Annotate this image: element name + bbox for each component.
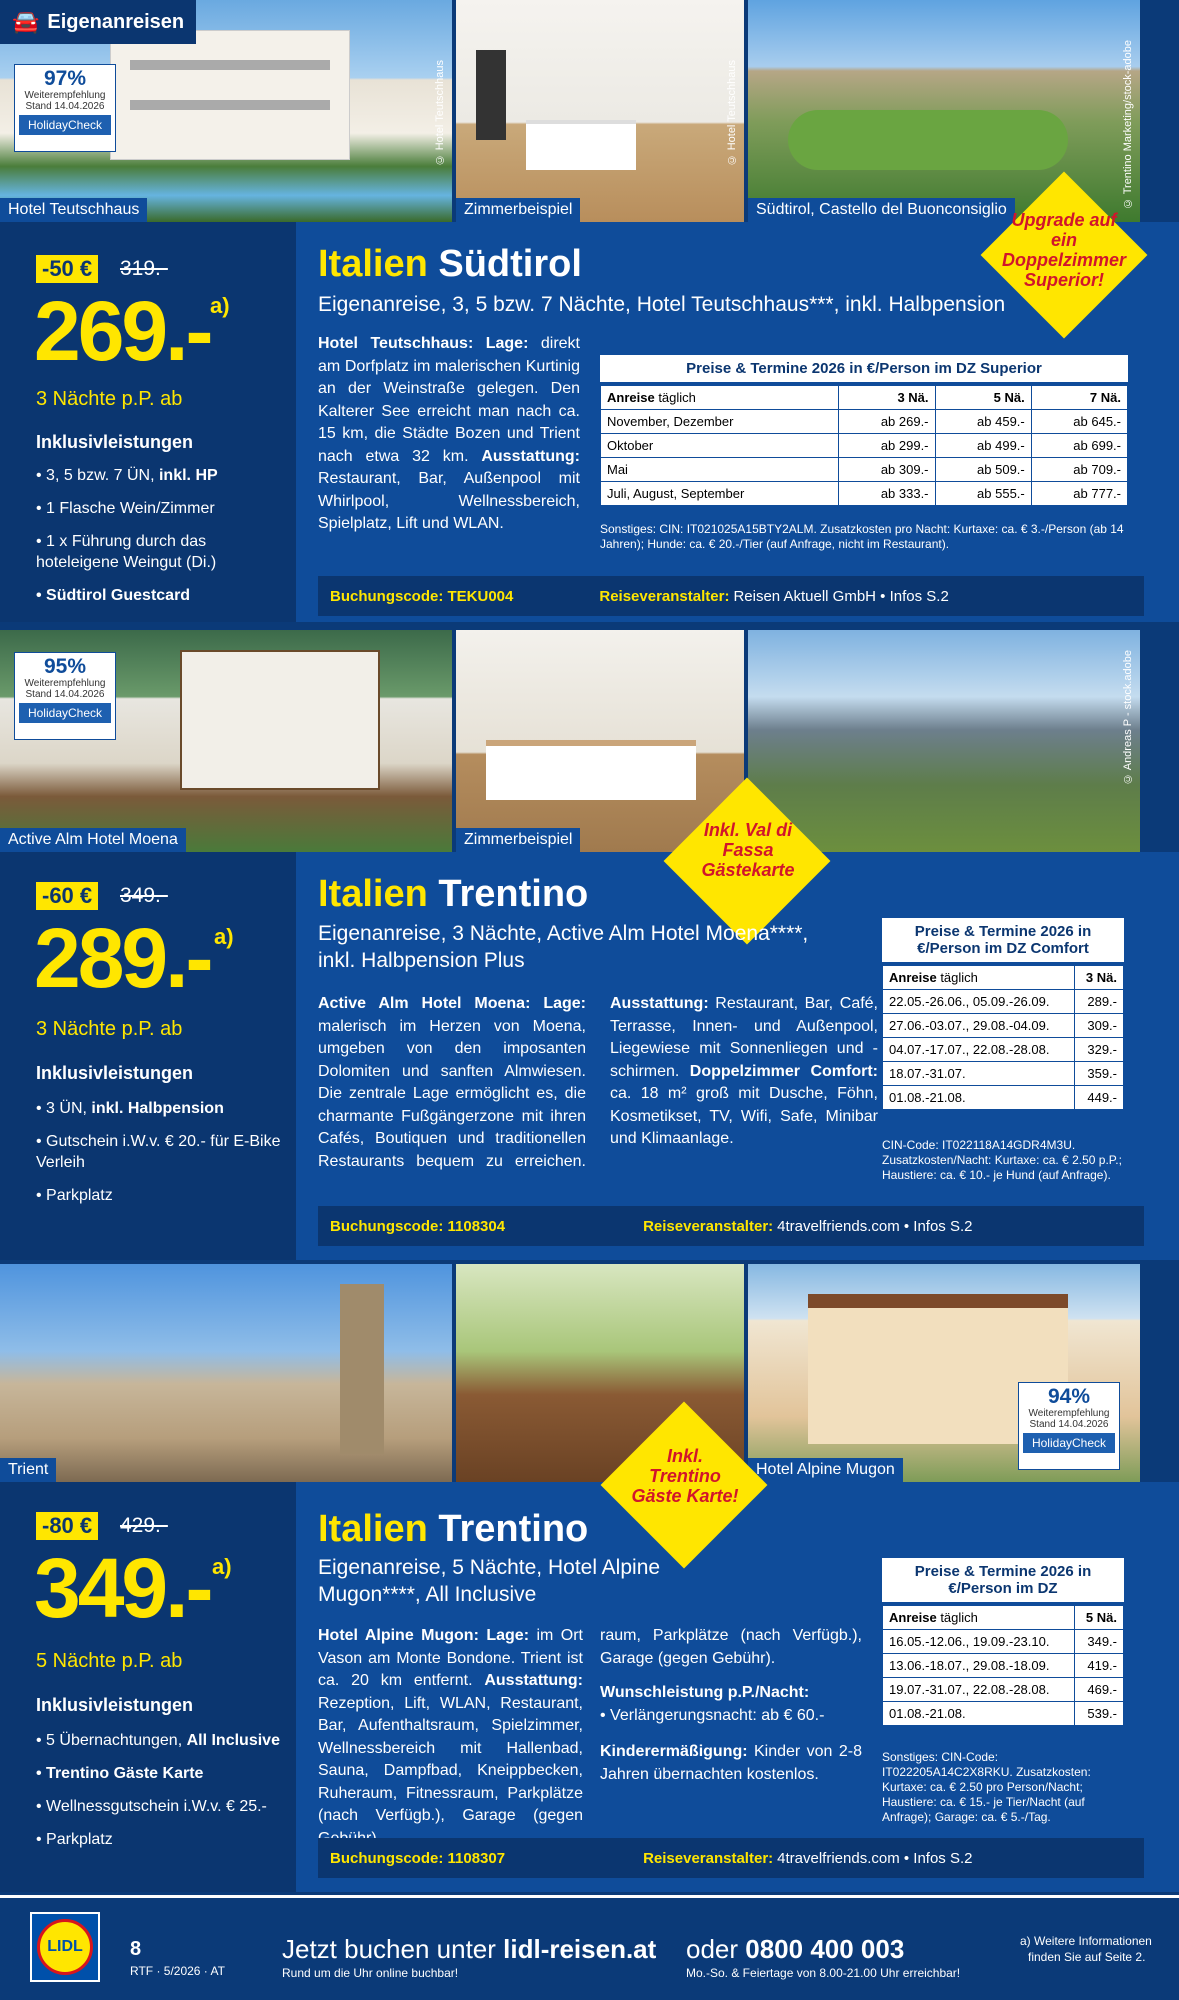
discount-badge: -50 €: [36, 255, 98, 283]
photo-credit: © Trentino Marketing/stock-adobe: [1122, 40, 1134, 210]
old-price: 319.-: [120, 257, 168, 280]
inclusive-title: Inklusivleistungen: [36, 1695, 194, 1715]
nights-label: 5 Nächte p.P. ab: [36, 1650, 183, 1672]
caption: Active Alm Hotel Moena: [0, 828, 186, 852]
rating-date: Stand 14.04.2026: [1029, 1419, 1109, 1430]
cta-phone[interactable]: oder 0800 400 003: [686, 1934, 905, 1964]
table-header: 7 Nä.: [1031, 386, 1127, 410]
table-row: Juli, August, September ab 333.- ab 555.- ab 777.-: [601, 482, 1128, 506]
list-item: • Gutschein i.W.v. € 20.- für E-Bike Verleih: [36, 1133, 281, 1171]
holidaycheck-badge: [1018, 1382, 1120, 1470]
operator-label: Reiseveranstalter:: [643, 1217, 774, 1235]
offer-title: Italien Südtirol: [318, 243, 582, 285]
rating-percent: 97%: [43, 67, 87, 90]
photo-zimmer: [456, 0, 744, 222]
table-note: Sonstiges: CIN-Code: IT022205A14C2X8RKU. Zusatzkosten: Kurtaxe: ca. € 2.50 pro Person/Nacht; Haustiere: ca. € 15.- je Tier/Nacht (auf Anfrage); Garage: ca. € 5.-/Tag.: [882, 1750, 1091, 1824]
photo-trient: [0, 1264, 452, 1482]
list-item: • Trentino Gäste Karte: [36, 1765, 204, 1782]
car-icon: 🚘: [12, 9, 40, 34]
section-title: Eigenanreisen: [47, 10, 185, 33]
table-row: November, Dezember ab 269.- ab 459.- ab 645.-: [601, 410, 1128, 434]
offer-description-cont: raum, Parkplätze (nach Verfügb.), Garage (gegen Gebühr). Wunschleistung p.P./Nacht: • Verlängerungsnacht: ab € 60.- Kinderermäßigung: Kinder von 2-8 Jahren übernachten kostenlos.: [600, 1627, 862, 1783]
booking-code: Buchungscode: 1108304: [330, 1217, 506, 1235]
operator-label: Reiseveranstalter:: [599, 587, 730, 605]
list-item: • 1 Flasche Wein/Zimmer: [36, 500, 215, 517]
operator-label: Reiseveranstalter:: [643, 1849, 774, 1867]
booking-code: Buchungscode: 1108307: [330, 1849, 506, 1867]
table-row: 19.07.-31.07., 22.08.-28.08. 469.-: [883, 1678, 1124, 1702]
list-item: • 5 Übernachtungen, All Inclusive: [36, 1732, 280, 1749]
discount-badge: -60 €: [36, 882, 98, 910]
footnote-2: finden Sie auf Seite 2.: [1028, 1950, 1146, 1964]
table-row: 18.07.-31.07. 359.-: [883, 1062, 1124, 1086]
footnote-1: a) Weitere Informationen: [1020, 1934, 1152, 1948]
table-row: 27.06.-03.07., 29.08.-04.09. 309.-: [883, 1014, 1124, 1038]
section-tab: [0, 0, 196, 44]
cta-phone-sub: Mo.-So. & Feiertage von 8.00-21.00 Uhr erreichbar!: [686, 1966, 961, 1980]
inclusive-list: [36, 465, 286, 618]
nights-label: 3 Nächte p.P. ab: [36, 388, 183, 410]
nights-label: 3 Nächte p.P. ab: [36, 1018, 183, 1040]
offer-subtitle: Eigenanreise, 5 Nächte, Hotel Alpine Mugon****, All Inclusive: [318, 1556, 661, 1606]
offer-description: Active Alm Hotel Moena: Lage: malerisch im Herzen von Moena, umgeben von den imposanten Dolomiten und sanften Almwiesen. Die zentrale Lage ermöglicht es, die charmante Fußgängerzone mit ihren Cafés, Boutiquen und traditionellen Restaurants bequem zu erreichen. Ausstattung: Restaurant, Bar, Café, Terrasse, Innen- und Außenpool, Liegewiese mit Sonnenliegen und -schirmen. Doppelzimmer Comfort: ca. 18 m² groß mit Dusche, Föhn, Kosmetikset, TV, Wifi, Safe, Minibar und Klimaanlage.: [318, 995, 878, 1170]
rating-label: Weiterempfehlung: [24, 90, 106, 101]
cta-online[interactable]: Jetzt buchen unter lidl-reisen.at: [282, 1934, 657, 1964]
price: 269.-: [34, 284, 211, 378]
booking-bar: [318, 576, 1144, 616]
price-table: [600, 355, 1128, 506]
booking-bar: [318, 1838, 1144, 1878]
caption: Trient: [0, 1458, 56, 1482]
offer-title: Italien Trentino: [318, 873, 589, 915]
operator: 4travelfriends.com • Infos S.2: [777, 1217, 973, 1235]
holidaycheck-badge: [14, 64, 116, 152]
rating-date: Stand 14.04.2026: [25, 101, 105, 112]
price-footnote: a): [210, 293, 230, 318]
caption: Zimmerbeispiel: [456, 828, 580, 852]
catalog-code: RTF · 5/2026 · AT: [130, 1964, 225, 1978]
old-price: 429.-: [120, 1514, 168, 1537]
price-footnote: a): [212, 1554, 232, 1579]
holidaycheck-badge: [14, 652, 116, 740]
page-number: 8: [130, 1938, 142, 1960]
inclusive-title: Inklusivleistungen: [36, 432, 194, 452]
operator: 4travelfriends.com • Infos S.2: [777, 1849, 973, 1867]
table-row: 04.07.-17.07., 22.08.-28.08. 329.-: [883, 1038, 1124, 1062]
price-table: [882, 918, 1124, 1110]
table-row: 16.05.-12.06., 19.09.-23.10. 349.-: [883, 1630, 1124, 1654]
inclusive-list: [36, 1098, 286, 1218]
list-item: • 3 ÜN, inkl. Halbpension: [36, 1100, 224, 1117]
rating-percent: 94%: [1047, 1385, 1091, 1408]
booking-bar: [318, 1206, 1144, 1246]
price: 289.-: [34, 911, 211, 1005]
table-row: 13.06.-18.07., 29.08.-18.09. 419.-: [883, 1654, 1124, 1678]
list-item: • 3, 5 bzw. 7 ÜN, inkl. HP: [36, 467, 218, 484]
photo-zimmer: [456, 630, 744, 852]
table-note: Sonstiges: CIN: IT021025A15BTY2ALM. Zusatzkosten pro Nacht: Kurtaxe: ca. € 3.-/Person (ab 14 Jahren); Hunde: ca. € 20.-/Tier (auf Anfrage, nicht im Restaurant).: [600, 522, 1124, 551]
list-item: • Wellnessgutschein i.W.v. € 25.-: [36, 1798, 267, 1815]
old-price: 349.-: [120, 884, 168, 907]
operator: Reisen Aktuell GmbH • Infos S.2: [733, 587, 949, 605]
price: 349.-: [34, 1541, 211, 1635]
table-header: 3 Nä.: [839, 386, 935, 410]
table-row: 22.05.-26.06., 05.09.-26.09. 289.-: [883, 990, 1124, 1014]
table-header: Anreise täglich: [601, 386, 839, 410]
footer: [0, 1895, 1179, 2000]
list-item: • 1 x Führung durch das hoteleigene Weingut (Di.): [36, 533, 217, 571]
guestcard-badge: Inkl. Trentino Gäste Karte!: [631, 1446, 739, 1506]
photo-credit: © Andreas P - stock.adobe: [1122, 650, 1134, 785]
caption: Hotel Teutschhaus: [0, 198, 147, 222]
inclusive-list: [36, 1730, 286, 1862]
upgrade-badge: Upgrade auf ein Doppelzimmer Superior!: [1001, 210, 1127, 290]
list-item: • Südtirol Guestcard: [36, 587, 191, 604]
rating-label: Weiterempfehlung: [1028, 1408, 1110, 1419]
lidl-logo: LIDL: [30, 1912, 100, 1982]
caption: Südtirol, Castello del Buonconsiglio: [748, 198, 1015, 222]
table-header: 3 Nä.: [1075, 966, 1124, 990]
photo-credit: © Hotel Teutschhaus: [726, 60, 738, 166]
table-row: 01.08.-21.08. 449.-: [883, 1086, 1124, 1110]
holidaycheck-logo: HolidayCheck: [19, 703, 111, 723]
table-title: Preise & Termine 2026 in €/Person im DZ Superior: [600, 355, 1128, 385]
table-row: Oktober ab 299.- ab 499.- ab 699.-: [601, 434, 1128, 458]
table-note: CIN-Code: IT022118A14GDR4M3U. Zusatzkosten/Nacht: Kurtaxe: ca. € 2.50 p.P.; Haustiere: ca. € 10.- je Hund (auf Anfrage).: [882, 1138, 1122, 1182]
table-header: 5 Nä.: [935, 386, 1031, 410]
table-title: Preise & Termine 2026 in €/Person im DZ: [882, 1558, 1124, 1605]
price-table: [882, 1558, 1124, 1726]
offer-description: Hotel Alpine Mugon: Lage: im Ort Vason am Monte Bondone. Trient ist ca. 20 km entfernt. Ausstattung: Rezeption, Lift, WLAN, Restaurant, Bar, Aufenthaltsraum, Spielzimmer, Wellnessbereich mit Hallenbad, Sauna, Dampfbad, Kneippbecken, Ruheraum, Fitnessraum, Parkplätze (nach Verfügb.), Garage (gegen: [318, 1627, 583, 1824]
rating-percent: 95%: [43, 655, 87, 678]
rating-date: Stand 14.04.2026: [25, 689, 105, 700]
holidaycheck-logo: HolidayCheck: [19, 115, 111, 135]
rating-label: Weiterempfehlung: [24, 678, 106, 689]
caption: Hotel Alpine Mugon: [748, 1458, 903, 1482]
photo-hikers: [748, 630, 1140, 852]
offer-description: Hotel Teutschhaus: Lage: direkt am Dorfplatz im malerischen Kurtinig an der Weinstraße gelegen. Den Kalterer See erreicht man nach ca. 15 km, die Städte Bozen und Trient nach etwa 32 km. Ausstattung: Restaurant, Bar, Außenpool mit Whirlpool, Wellnessbereich, Spielplatz, Lift und WLAN.: [318, 335, 581, 532]
discount-badge: -80 €: [36, 1512, 98, 1540]
caption: Zimmerbeispiel: [456, 198, 580, 222]
table-row: 01.08.-21.08. 539.-: [883, 1702, 1124, 1726]
list-item: • Parkplatz: [36, 1187, 113, 1204]
table-header: Anreise täglich: [883, 966, 1075, 990]
wish-item: • Verlängerungsnacht: ab € 60.-: [600, 1706, 825, 1724]
list-item: • Parkplatz: [36, 1831, 113, 1848]
offer-title: Italien Trentino: [318, 1508, 589, 1550]
price-footnote: a): [214, 924, 234, 949]
table-header: 5 Nä.: [1075, 1606, 1124, 1630]
offer-subtitle: Eigenanreise, 3, 5 bzw. 7 Nächte, Hotel Teutschhaus***, inkl. Halbpension: [318, 293, 1006, 316]
table-title: Preise & Termine 2026 in €/Person im DZ Comfort: [882, 918, 1124, 965]
inclusive-title: Inklusivleistungen: [36, 1063, 194, 1083]
table-header: Anreise täglich: [883, 1606, 1075, 1630]
holidaycheck-logo: HolidayCheck: [1023, 1433, 1115, 1453]
offer-subtitle: Eigenanreise, 3 Nächte, Active Alm Hotel Moena****, inkl. Halbpension Plus: [318, 922, 809, 972]
photo-credit: © Hotel Teutschhaus: [434, 60, 446, 166]
wish-title: Wunschleistung p.P./Nacht:: [600, 1684, 810, 1701]
table-row: Mai ab 309.- ab 509.- ab 709.-: [601, 458, 1128, 482]
booking-code: Buchungscode: TEKU004: [330, 587, 514, 605]
guestcard-badge: Inkl. Val di Fassa Gästekarte: [701, 820, 795, 880]
cta-online-sub: Rund um die Uhr online buchbar!: [282, 1966, 459, 1980]
